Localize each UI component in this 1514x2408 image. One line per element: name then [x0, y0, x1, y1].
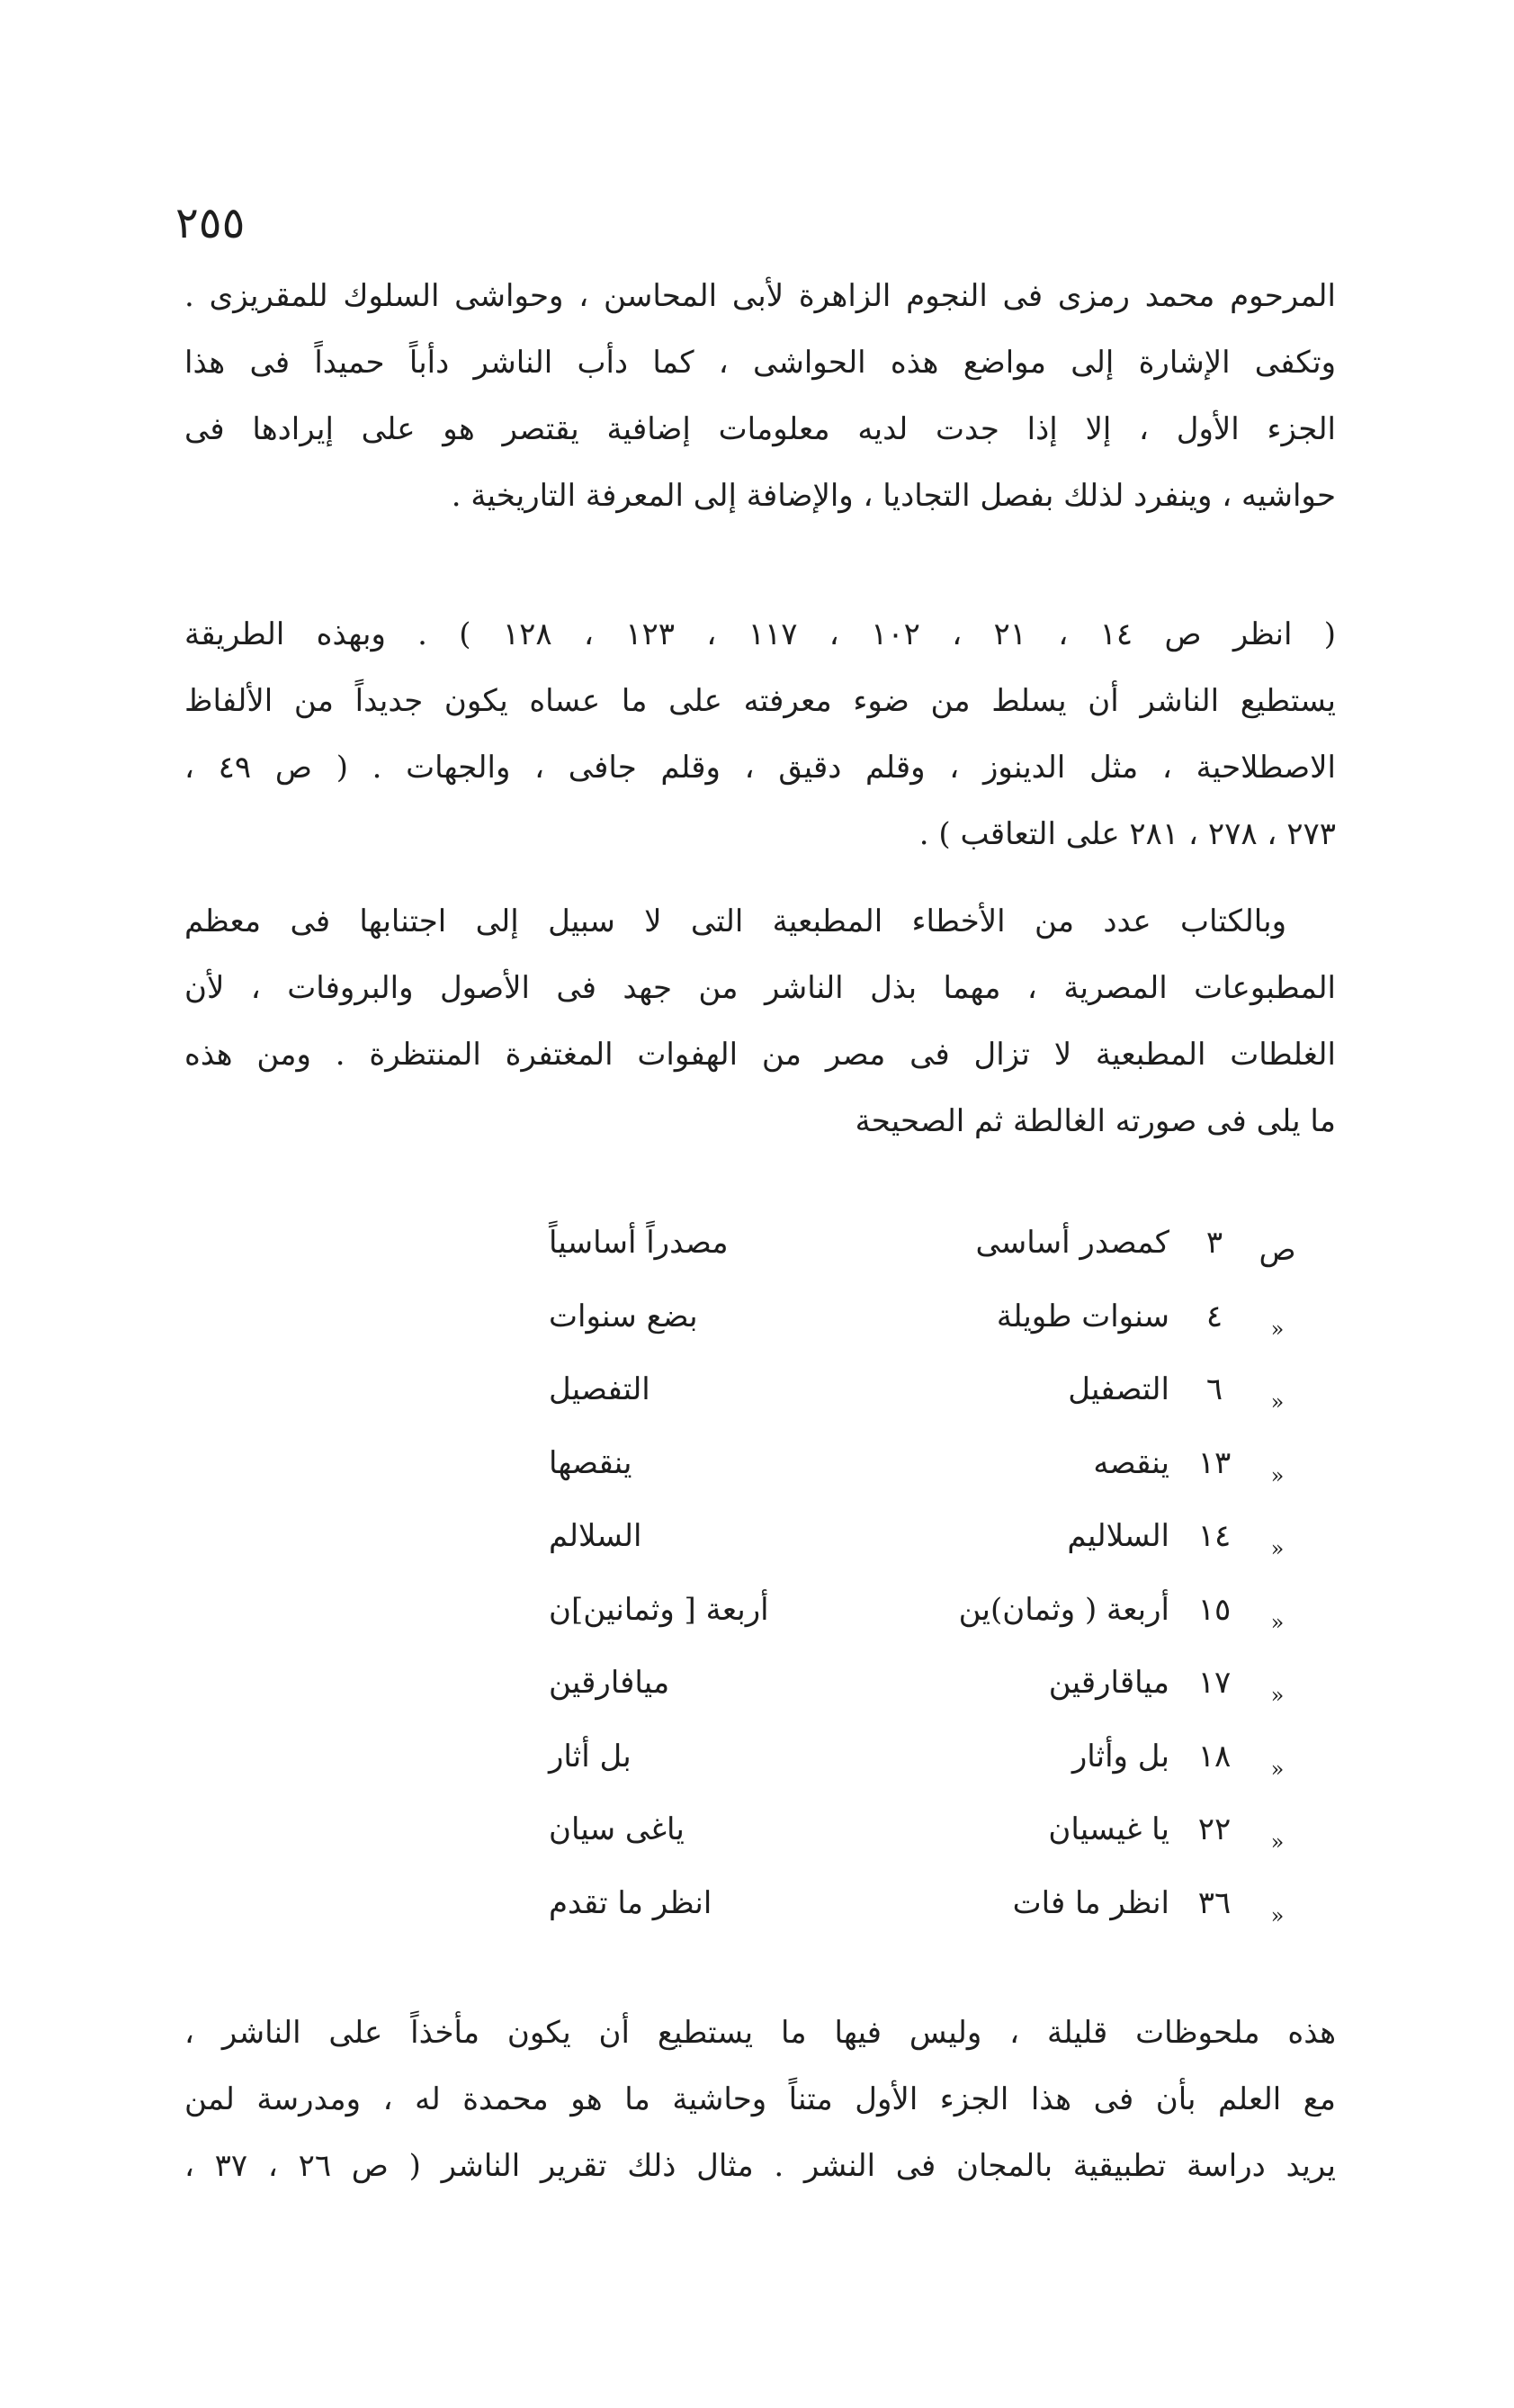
text-line: المرحوم محمد رمزى فى النجوم الزاهرة لأبى المحاسن ، وحواشى السلوك للمقريزى .: [184, 278, 1336, 314]
errata-correct: بل أثار: [549, 1738, 632, 1775]
page-number: ٢٥٥: [175, 198, 246, 248]
errata-row: [405, 1435, 1304, 1509]
errata-wrong: مياقارقين: [1048, 1665, 1169, 1701]
errata-correct: أربعة [ وثمانين]ن: [549, 1591, 769, 1628]
text-line: وتكفى الإشارة إلى مواضع هذه الحواشى ، كما دأب الناشر دأباً حميداً فى هذا: [184, 345, 1336, 381]
errata-correct: التفصيل: [549, 1371, 650, 1407]
errata-page: ١٣: [1197, 1444, 1232, 1481]
text-line: هذه ملحوظات قليلة ، وليس فيها ما يستطيع أن يكون مأخذاً على الناشر ،: [184, 2015, 1336, 2051]
text-line: حواشيه ، وينفرد لذلك بفصل التجاديا ، والإضافة إلى المعرفة التاريخية .: [451, 478, 1336, 514]
errata-wrong: ينقصه: [1093, 1444, 1169, 1481]
paragraph-3: [184, 888, 1336, 1155]
errata-row: [405, 1655, 1304, 1729]
errata-row: [405, 1215, 1304, 1289]
errata-row: [405, 1361, 1304, 1435]
ditto-mark: «: [1270, 1683, 1285, 1708]
errata-correct: ميافارقين: [549, 1665, 670, 1701]
errata-page: ١٤: [1197, 1518, 1232, 1554]
paragraph-2: [184, 601, 1336, 867]
text-line: الاصطلاحية ، مثل الدينوز ، وقلم دقيق ، وقلم جافى ، والجهات . ( ص ٤٩ ،: [184, 750, 1336, 786]
errata-correct: السلالم: [549, 1518, 642, 1554]
errata-wrong: سنوات طويلة: [996, 1298, 1169, 1334]
ditto-mark: «: [1270, 1316, 1285, 1342]
errata-correct: بضع سنوات: [549, 1298, 698, 1334]
errata-row: [405, 1802, 1304, 1875]
errata-page: ٣: [1205, 1225, 1223, 1261]
errata-wrong: بل وأثار: [1071, 1738, 1169, 1775]
paragraph-4: [184, 1999, 1336, 2199]
page-prefix: ص: [1259, 1232, 1296, 1268]
errata-table: [405, 1215, 1304, 1948]
text-line: يستطيع الناشر أن يسلط من ضوء معرفته على ما عساه يكون جديداً من الألفاظ: [184, 683, 1336, 719]
errata-row: [405, 1289, 1304, 1362]
ditto-mark: «: [1270, 1536, 1285, 1561]
errata-correct: مصدراً أساسياً: [549, 1225, 729, 1261]
errata-page: ١٧: [1197, 1665, 1232, 1701]
ditto-mark: «: [1270, 1829, 1285, 1855]
errata-page: ٣٦: [1197, 1884, 1232, 1921]
errata-correct: ياغى سيان: [549, 1811, 685, 1847]
errata-page: ٦: [1205, 1371, 1223, 1407]
errata-row: [405, 1508, 1304, 1582]
errata-row: [405, 1729, 1304, 1802]
errata-page: ١٥: [1197, 1591, 1232, 1628]
text-line: مع العلم بأن فى هذا الجزء الأول متناً وحاشية ما هو محمدة له ، ومدرسة لمن: [184, 2081, 1336, 2117]
text-line: ( انظر ص ١٤ ، ٢١ ، ١٠٢ ، ١١٧ ، ١٢٣ ، ١٢٨ ) . وبهذه الطريقة: [184, 616, 1336, 652]
errata-wrong: يا غيسيان: [1048, 1811, 1169, 1847]
text-line: الغلطات المطبعية لا تزال فى مصر من الهفوات المغتفرة المنتظرة . ومن هذه: [184, 1037, 1336, 1073]
text-line: الجزء الأول ، إلا إذا جدت لديه معلومات إضافية يقتصر هو على إيرادها فى: [184, 411, 1336, 447]
errata-row: [405, 1582, 1304, 1656]
text-line: وبالكتاب عدد من الأخطاء المطبعية التى لا سبيل إلى اجتنابها فى معظم: [184, 903, 1286, 939]
errata-row: [405, 1875, 1304, 1949]
errata-wrong: السلاليم: [1067, 1518, 1169, 1554]
text-line: يريد دراسة تطبيقية بالمجان فى النشر . مثال ذلك تقرير الناشر ( ص ٢٦ ، ٣٧ ،: [184, 2148, 1336, 2184]
errata-wrong: كمصدر أساسى: [975, 1225, 1169, 1261]
paragraph-1: [184, 263, 1336, 529]
errata-correct: انظر ما تقدم: [549, 1884, 712, 1921]
errata-page: ٢٢: [1197, 1811, 1232, 1847]
errata-wrong: التصفيل: [1068, 1371, 1169, 1407]
ditto-mark: «: [1270, 1462, 1285, 1488]
ditto-mark: «: [1270, 1902, 1285, 1928]
text-line: المطبوعات المصرية ، مهما بذل الناشر من جهد فى الأصول والبروفات ، لأن: [184, 970, 1336, 1006]
text-line: ٢٧٣ ، ٢٧٨ ، ٢٨١ على التعاقب ) .: [918, 816, 1336, 852]
ditto-mark: «: [1270, 1609, 1285, 1635]
errata-correct: ينقصها: [549, 1444, 632, 1481]
errata-page: ١٨: [1197, 1738, 1232, 1775]
ditto-mark: «: [1270, 1389, 1285, 1415]
ditto-mark: «: [1270, 1756, 1285, 1782]
errata-wrong: أربعة ( وثمان)ين: [958, 1591, 1169, 1628]
errata-page: ٤: [1205, 1298, 1223, 1334]
errata-wrong: انظر ما فات: [1012, 1884, 1169, 1921]
text-line: ما يلى فى صورته الغالطة ثم الصحيحة: [855, 1103, 1336, 1139]
